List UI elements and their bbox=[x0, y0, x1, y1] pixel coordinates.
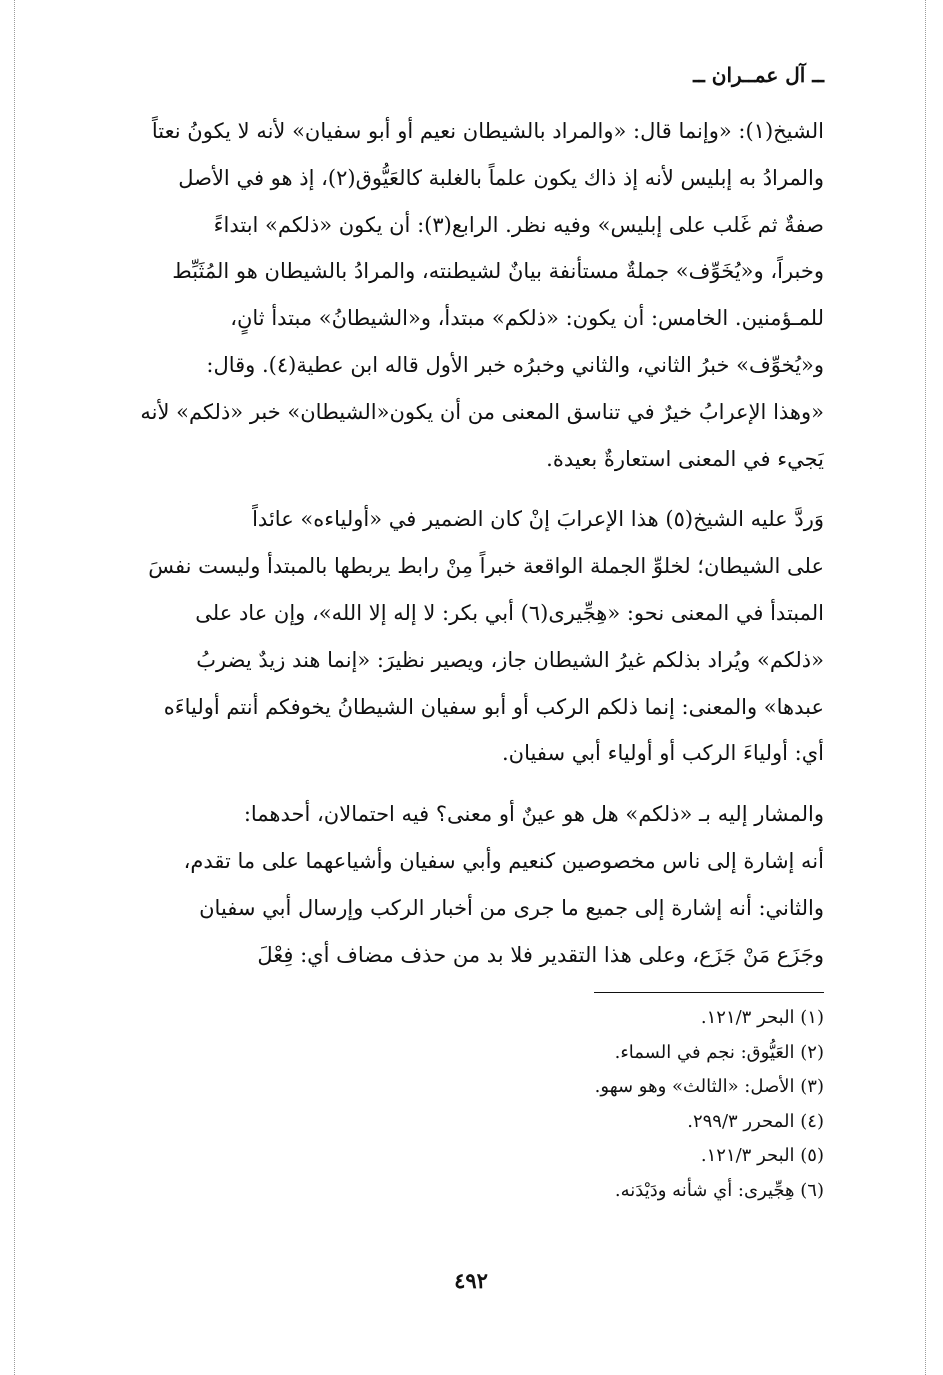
footnote-2: (٢) العَيُّوق: نجم في السماء. bbox=[614, 1041, 824, 1063]
footnote-6: (٦) هِجِّيرى: أي شأنه ودَيْدَنه. bbox=[614, 1179, 824, 1201]
text-line: صفةٌ ثم غَلب على إبليس» وفيه نظر. الرابع(٣): أن يكون «ذلكم» ابتداءً bbox=[213, 212, 824, 237]
running-head: ــ آل عمــران ــ bbox=[693, 63, 824, 87]
text-line: على الشيطان؛ لخلوِّ الجملة الواقعة خبراً مِنْ رابط يربطها بالمبتدأ وليست نفسَ bbox=[148, 554, 824, 579]
paragraph-2 bbox=[118, 496, 824, 777]
text-line: وَردَّ عليه الشيخ(٥) هذا الإعرابَ إنْ كان الضمير في «أولياءه» عائداً bbox=[252, 507, 824, 532]
footnotes bbox=[118, 1001, 824, 1208]
text-line: المبتدأ في المعنى نحو: «هِجِّيرى(٦) أبي بكر: لا إله إلا الله»، وإن عاد على bbox=[195, 600, 824, 625]
footnote-3: (٣) الأصل: «الثالث» وهو سهو. bbox=[594, 1076, 824, 1098]
text-line: «وهذا الإعرابُ خيرٌ في تناسق المعنى من أن يكون«الشيطان» خبر «ذلكم» لأنه bbox=[140, 399, 824, 424]
footnote-separator bbox=[594, 992, 824, 993]
footnote-1: (١) البحر ١٢١/٣. bbox=[700, 1007, 824, 1029]
text-line: و«يُخوِّف» خبرُ الثاني، والثاني وخبرُه خبر الأول قاله ابن عطية(٤). وقال: bbox=[206, 352, 824, 377]
text-line: أي: أولياءَ الركب أو أولياء أبي سفيان. bbox=[501, 741, 824, 766]
text-line: وخبراً، و«يُخَوِّف» جملةٌ مستأنفة بيانٌ لشيطنته، والمرادُ بالشيطان هو المُثَبِّط bbox=[172, 259, 824, 284]
text-line: عبدها» والمعنى: إنما ذلكم الركب أو أبو سفيان الشيطانُ يخوفكم أنتم أولياءَه bbox=[163, 694, 824, 719]
text-line: وجَزَع مَنْ جَزَع، وعلى هذا التقدير فلا بد من حذف مضاف أي: فِعْلَ bbox=[257, 942, 824, 967]
text-line: والمرادُ به إبليس لأنه إذ ذاك يكون علماً بالغلبة كالعَيُّوق(٢)، إذ هو في الأصل bbox=[178, 165, 824, 190]
text-line: يَجيء في المعنى استعارةٌ بعيدة. bbox=[546, 446, 824, 471]
text-line: أنه إشارة إلى ناس مخصوصين كنعيم وأبي سفيان وأشياعهما على ما تقدم، bbox=[183, 848, 824, 873]
footnote-5: (٥) البحر ١٢١/٣. bbox=[700, 1145, 824, 1167]
paragraph-3 bbox=[118, 791, 824, 978]
text-line: والثاني: أنه إشارة إلى جميع ما جرى من أخبار الركب وإرسال أبي سفيان bbox=[199, 895, 824, 920]
scan-margin-right bbox=[925, 0, 927, 1375]
text-line: للمـؤمنين. الخامس: أن يكون: «ذلكم» مبتدأ، و«الشيطانُ» مبتدأ ثانٍ، bbox=[230, 306, 824, 331]
paragraph-1 bbox=[118, 108, 824, 482]
body-text bbox=[118, 108, 824, 978]
scan-margin-left bbox=[14, 0, 16, 1375]
text-line: والمشار إليه بـ «ذلكم» هل هو عينٌ أو معنى؟ فيه احتمالان، أحدهما: bbox=[243, 802, 824, 827]
text-line: الشيخ(١): «وإنما قال: «والمراد بالشيطان نعيم أو أبو سفيان» لأنه لا يكونُ نعتاً bbox=[151, 119, 824, 143]
footnote-4: (٤) المحرر ٢٩٩/٣. bbox=[687, 1110, 824, 1132]
page-number: ٤٩٢ bbox=[454, 1268, 488, 1293]
text-line: «ذلكم» ويُراد بذلكم غيرُ الشيطان جاز، ويصير نظيرَ: «إنما هند زيدٌ يضربُ bbox=[196, 647, 824, 672]
book-page bbox=[118, 60, 824, 1360]
